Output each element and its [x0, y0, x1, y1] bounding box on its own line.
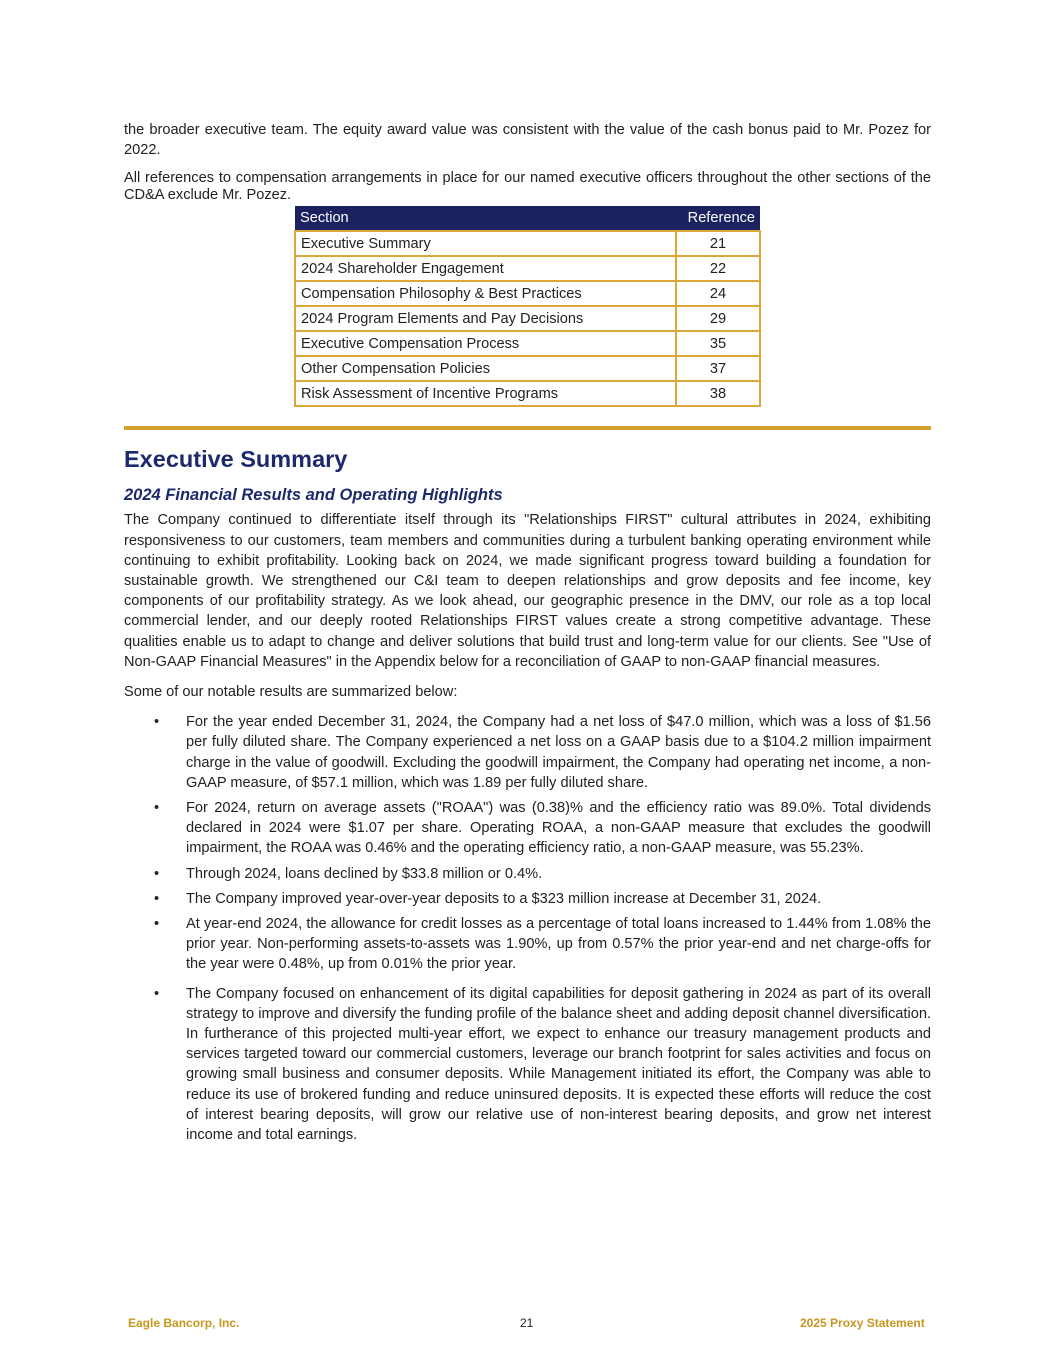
footer-document-title: 2025 Proxy Statement [800, 1316, 925, 1330]
list-item [124, 864, 931, 884]
list-item-text: At year-end 2024, the allowance for credit losses as a percentage of total loans increased to 1.44% from 1.08% the prior year. Non-performing assets-to-assets was 1.90%, up from 0.57% the prior year-end and net charge-offs for the year were 0.48%, up from 0.01% the prior year. [186, 916, 931, 973]
section-title: Executive Summary [124, 446, 348, 473]
list-item [124, 889, 931, 909]
bullet-marker: • [154, 890, 160, 907]
list-item-text: For 2024, return on average assets ("ROAA") was (0.38)% and the efficiency ratio was 89.0%. Total dividends declared in 2024 were $1.07 per share. Operating ROAA, a non-GAAP measure that excludes the goodwill impairment, the ROAA was 0.46% and the operating efficiency ratio, a non-GAAP measure, was 55.23%. [186, 800, 931, 857]
table-header-row [295, 206, 760, 231]
list-item-text: Through 2024, loans declined by $33.8 million or 0.4%. [186, 865, 543, 882]
header-section: Section [295, 206, 676, 231]
list-item [124, 914, 931, 975]
row-reference: 29 [676, 306, 760, 331]
footer-company: Eagle Bancorp, Inc. [128, 1316, 240, 1330]
row-reference: 35 [676, 331, 760, 356]
table-row [295, 256, 760, 281]
row-section: 2024 Shareholder Engagement [295, 256, 676, 281]
page-content [124, 120, 931, 1150]
section-subtitle: 2024 Financial Results and Operating Highlights [124, 486, 503, 505]
row-section: Executive Summary [295, 231, 676, 256]
bullet-marker: • [154, 985, 160, 1002]
list-item [124, 712, 931, 793]
summary-paragraph: The Company continued to differentiate itself through its "Relationships FIRST" cultural attributes in 2024, exhibiting responsiveness to our customers, team members and communities during a turbulent banking operating environment while continuing to exhibit profitability. Looking back on 2024, we made significant progress toward building a foundation for sustainable growth. We strengthened our C&I team to deepen relationships and grow deposits and fee income, key components of our profitability strategy. As we look ahead, our geographic presence in the DMV, our role as a top local commercial lender, and our deeply rooted Relationships FIRST values create a strong competitive advantage. These qualities enable us to adapt to change and deliver solutions that build trust and long-term value for our clients. See "Use of Non-GAAP Financial Measures" in the Appendix below for a reconciliation of GAAP to non-GAAP financial measures. [124, 512, 931, 670]
row-reference: 38 [676, 381, 760, 406]
list-item [124, 984, 931, 1146]
row-reference: 21 [676, 231, 760, 256]
row-section: Risk Assessment of Incentive Programs [295, 381, 676, 406]
table-row [295, 356, 760, 381]
table-row [295, 306, 760, 331]
row-section: Executive Compensation Process [295, 331, 676, 356]
bullet-marker: • [154, 865, 160, 882]
row-reference: 24 [676, 281, 760, 306]
row-section: Other Compensation Policies [295, 356, 676, 381]
list-item-text: The Company improved year-over-year deposits to a $323 million increase at December 31, 2024. [186, 890, 822, 907]
section-divider [124, 426, 931, 430]
bullet-marker: • [154, 714, 160, 731]
table-row [295, 331, 760, 356]
row-section: 2024 Program Elements and Pay Decisions [295, 306, 676, 331]
list-item [124, 798, 931, 859]
results-list [124, 712, 931, 1145]
table-row [295, 231, 760, 256]
row-reference: 37 [676, 356, 760, 381]
header-reference: Reference [676, 206, 760, 231]
list-item-text: For the year ended December 31, 2024, the Company had a net loss of $47.0 million, which was a loss of $1.56 per fully diluted share. The Company experienced a net loss on a GAAP basis due to a $104.2 million impairment charge in the value of goodwill. Excluding the goodwill impairment, the Company had operating net income, a non-GAAP measure, of $57.1 million, which was 1.89 per fully diluted share. [186, 714, 931, 791]
row-section: Compensation Philosophy & Best Practices [295, 281, 676, 306]
row-reference: 22 [676, 256, 760, 281]
cda-section-reference-table [294, 206, 761, 407]
bullet-marker: • [154, 916, 160, 933]
table-row [295, 381, 760, 406]
intro-paragraph-2: All references to compensation arrangements in place for our named executive officers throughout the other sections of the CD&A exclude Mr. Pozez. [124, 170, 931, 204]
bullet-marker: • [154, 800, 160, 817]
table-row [295, 281, 760, 306]
results-intro: Some of our notable results are summarized below: [124, 684, 458, 701]
footer-page-number: 21 [520, 1316, 534, 1330]
intro-paragraph-1: the broader executive team. The equity award value was consistent with the value of the cash bonus paid to Mr. Pozez for 2022. [124, 122, 931, 159]
list-item-text: The Company focused on enhancement of its digital capabilities for deposit gathering in 2024 as part of its overall strategy to improve and diversify the funding profile of the balance sheet and adding deposit channel diversification. In furtherance of this projected multi-year effort, we expect to enhance our treasury management products and services targeted toward our commercial customers, leverage our branch footprint for sales activities and focus on growing small business and consumer deposits. While Management initiated its effort, the Company was able to reduce its use of brokered funding and reduce uninsured deposits. It is expected these efforts will reduce the cost of interest bearing deposits, will grow our relative use of non-interest bearing deposits, and grow net interest income and total earnings. [186, 985, 931, 1144]
